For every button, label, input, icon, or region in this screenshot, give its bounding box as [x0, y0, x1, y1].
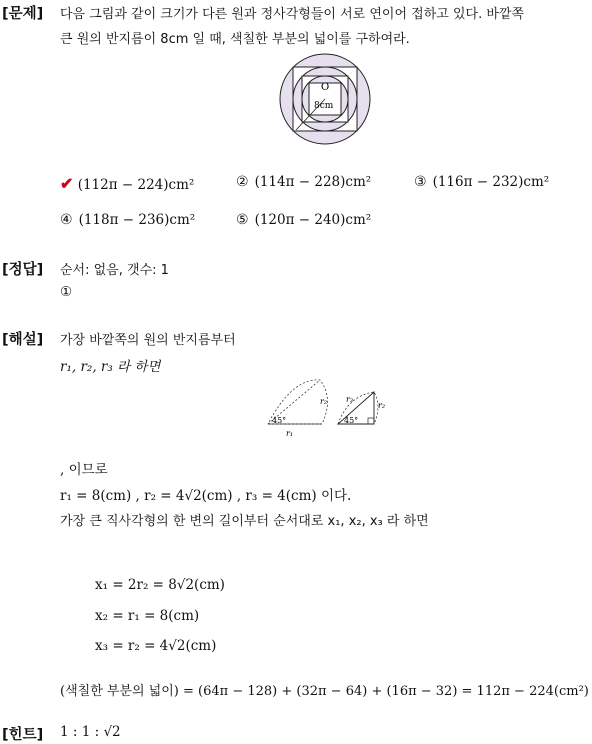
option-5[interactable]: [236, 212, 371, 228]
problem-line-2: 큰 원의 반지름이 8cm 일 때, 색칠한 부분의 넓이를 구하여라.: [60, 32, 410, 47]
answer-label: [정답]: [2, 262, 44, 278]
option-1[interactable]: [60, 174, 194, 193]
option-2-text: (114π − 228)cm²: [254, 174, 372, 190]
center-label: O: [321, 82, 330, 93]
fig-label-angle-1: 45°: [272, 416, 287, 425]
checkmark-icon: ✔: [60, 174, 74, 193]
explanation-figure: [262, 374, 388, 440]
option-4[interactable]: [60, 212, 195, 228]
equation-1: x₁ = 2r₂ = 8√2(cm): [95, 577, 225, 593]
equation-2: x₂ = r₁ = 8(cm): [95, 608, 200, 624]
explanation-line-3: , 이므로: [60, 462, 108, 478]
fig-label-angle-2: 45°: [344, 416, 359, 425]
option-2-num: ②: [236, 174, 249, 190]
equation-3: x₃ = r₂ = 4√2(cm): [95, 638, 217, 654]
explanation-line-1: 가장 바깥쪽의 원의 반지름부터: [60, 333, 236, 348]
hint-label: [힌트]: [2, 727, 44, 743]
fig-label-r2b: r₂: [378, 401, 386, 410]
option-5-text: (120π − 240)cm²: [254, 212, 372, 228]
option-1-text: (112π − 224)cm²: [77, 177, 195, 193]
option-5-num: ⑤: [236, 212, 249, 228]
option-4-num: ④: [60, 212, 73, 228]
explanation-line-5: 가장 큰 직사각형의 한 변의 길이부터 순서대로 x₁, x₂, x₃ 라 하면: [60, 514, 429, 529]
answer-line-2: ①: [60, 284, 73, 300]
option-3-text: (116π − 232)cm²: [432, 174, 550, 190]
radius-label: 8cm: [314, 101, 334, 111]
fig-label-r2: r₂: [320, 397, 328, 406]
explanation-label: [해설]: [2, 332, 44, 348]
fig-label-r3: r₃: [346, 395, 354, 404]
fig-label-r1: r₁: [286, 429, 294, 438]
option-3[interactable]: [414, 174, 549, 190]
option-4-text: (118π − 236)cm²: [78, 212, 196, 228]
problem-line-1: 다음 그림과 같이 크기가 다른 원과 정사각형들이 서로 연이어 접하고 있다. 바깥쪽: [60, 7, 525, 22]
explanation-line-2: r₁, r₂, r₃ 라 하면: [60, 359, 161, 375]
option-3-num: ③: [414, 174, 427, 190]
final-equation: (색칠한 부분의 넓이) = (64π − 128) + (32π − 64) + (16π − 32) = 112π − 224(cm²): [60, 684, 589, 699]
explanation-line-4: r₁ = 8(cm) , r₂ = 4√2(cm) , r₃ = 4(cm) 이다.: [60, 488, 352, 504]
option-2[interactable]: [236, 174, 371, 190]
hint-text: 1 : 1 : √2: [60, 724, 121, 740]
problem-figure: [278, 52, 372, 146]
answer-line-1: 순서: 없음, 갯수: 1: [60, 263, 169, 278]
problem-label: [문제]: [2, 6, 44, 22]
